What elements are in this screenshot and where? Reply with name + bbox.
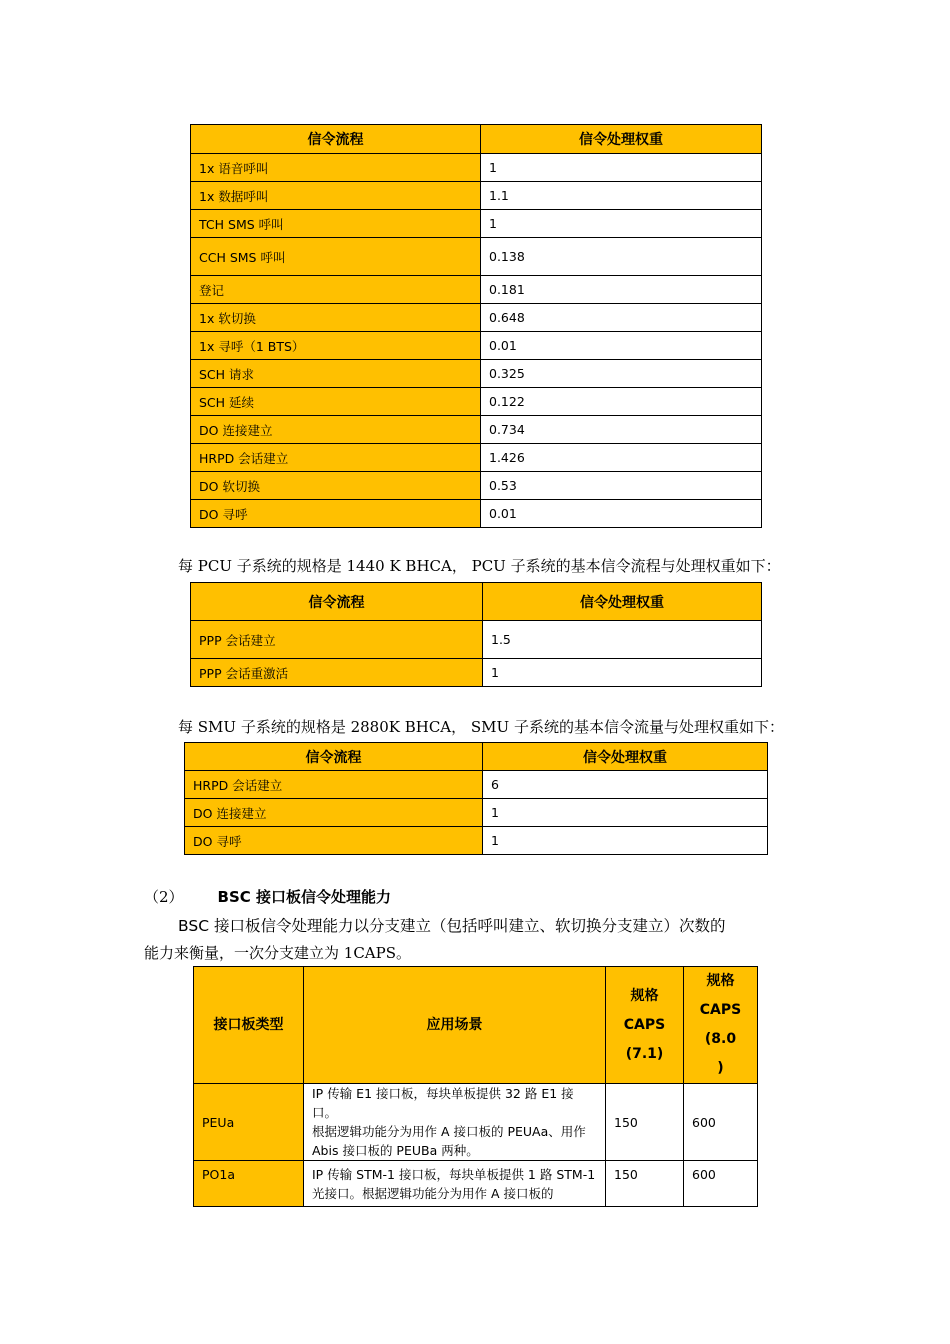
table-row [191, 210, 762, 238]
flow-cell: 1x 语音呼叫 [191, 154, 481, 182]
table-row [191, 332, 762, 360]
caps-8-0-cell: 600 [684, 1084, 758, 1161]
table-row [191, 500, 762, 528]
flow-cell: SCH 延续 [191, 388, 481, 416]
weight-cell: 1 [483, 659, 762, 687]
table-row [191, 276, 762, 304]
table-row [191, 388, 762, 416]
section-number: （2） [144, 888, 184, 906]
weight-cell: 0.325 [481, 360, 762, 388]
section-body-line-2: 能力来衡量，一次分支建立为 1CAPS。 [144, 944, 411, 962]
flow-cell: DO 软切换 [191, 472, 481, 500]
table-row [191, 182, 762, 210]
header-signaling-flow: 信令流程 [185, 743, 483, 771]
board-type-cell: PEUa [194, 1084, 304, 1161]
header-board-type: 接口板类型 [194, 967, 304, 1084]
weight-cell: 0.01 [481, 332, 762, 360]
scenario-line: 光接口。根据逻辑功能分为用作 A 接口板的 [312, 1186, 554, 1201]
caps-8-0-cell: 600 [684, 1161, 758, 1207]
flow-cell: 1x 软切换 [191, 304, 481, 332]
header-signaling-flow: 信令流程 [191, 583, 483, 621]
pcu-spec-paragraph: 每 PCU 子系统的规格是 1440 K BHCA， PCU 子系统的基本信令流程与处理权重如下： [178, 557, 781, 575]
table-row [191, 621, 762, 659]
section-heading [144, 886, 391, 907]
section-title: BSC 接口板信令处理能力 [217, 888, 392, 906]
table-row [194, 1161, 758, 1207]
flow-cell: DO 连接建立 [185, 799, 483, 827]
table-row [191, 238, 762, 276]
weight-cell: 0.53 [481, 472, 762, 500]
flow-cell: DO 寻呼 [185, 827, 483, 855]
scenario-cell [304, 1161, 606, 1207]
table-row [191, 659, 762, 687]
scenario-cell [304, 1084, 606, 1161]
section-body-line-1: BSC 接口板信令处理能力以分支建立（包括呼叫建立、软切换分支建立）次数的 [178, 917, 726, 935]
flow-cell: CCH SMS 呼叫 [191, 238, 481, 276]
weight-cell: 1 [483, 799, 768, 827]
flow-cell: DO 寻呼 [191, 500, 481, 528]
flow-cell: PPP 会话重激活 [191, 659, 483, 687]
table-row [191, 416, 762, 444]
flow-cell: 1x 寻呼（1 BTS） [191, 332, 481, 360]
signaling-weight-table-3 [184, 742, 768, 855]
header-caps-8-0 [684, 967, 758, 1084]
table-row [185, 827, 768, 855]
flow-cell: HRPD 会话建立 [185, 771, 483, 799]
scenario-line: 根据逻辑功能分为用作 A 接口板的 PEUAa、用作 [312, 1124, 586, 1139]
flow-cell: 1x 数据呼叫 [191, 182, 481, 210]
header-processing-weight: 信令处理权重 [483, 743, 768, 771]
table-row [191, 304, 762, 332]
weight-cell: 1 [481, 154, 762, 182]
scenario-line: IP 传输 STM-1 接口板，每块单板提供 1 路 STM-1 [312, 1167, 596, 1182]
caps-7-1-cell: 150 [606, 1084, 684, 1161]
header-line: ) [717, 1060, 724, 1076]
header-application-scenario: 应用场景 [304, 967, 606, 1084]
interface-board-caps-table [193, 966, 758, 1207]
board-type-cell: PO1a [194, 1161, 304, 1207]
flow-cell: SCH 请求 [191, 360, 481, 388]
header-signaling-flow: 信令流程 [191, 125, 481, 154]
weight-cell: 6 [483, 771, 768, 799]
header-line: (7.1) [625, 1045, 664, 1062]
flow-cell: TCH SMS 呼叫 [191, 210, 481, 238]
header-line: 规格 [706, 973, 735, 989]
scenario-line: IP 传输 E1 接口板，每块单板提供 32 路 E1 接口。 [312, 1086, 574, 1120]
header-line: (8.0 [704, 1031, 737, 1047]
table-row [191, 360, 762, 388]
table-row [185, 799, 768, 827]
weight-cell: 1.1 [481, 182, 762, 210]
weight-cell: 0.01 [481, 500, 762, 528]
header-processing-weight: 信令处理权重 [481, 125, 762, 154]
weight-cell: 1.426 [481, 444, 762, 472]
weight-cell: 0.648 [481, 304, 762, 332]
table-row [185, 771, 768, 799]
scenario-line: Abis 接口板的 PEUBa 两种。 [312, 1143, 479, 1158]
weight-cell: 0.122 [481, 388, 762, 416]
signaling-weight-table-2 [190, 582, 762, 687]
table-row [191, 154, 762, 182]
flow-cell: HRPD 会话建立 [191, 444, 481, 472]
flow-cell: DO 连接建立 [191, 416, 481, 444]
caps-7-1-cell: 150 [606, 1161, 684, 1207]
weight-cell: 0.138 [481, 238, 762, 276]
weight-cell: 1 [481, 210, 762, 238]
header-line: CAPS [623, 1016, 666, 1033]
header-processing-weight: 信令处理权重 [483, 583, 762, 621]
weight-cell: 0.734 [481, 416, 762, 444]
table-row [194, 1084, 758, 1161]
header-line: CAPS [699, 1002, 742, 1018]
flow-cell: 登记 [191, 276, 481, 304]
table-row [191, 444, 762, 472]
header-line: 规格 [630, 987, 659, 1004]
signaling-weight-table-1 [190, 124, 762, 528]
smu-spec-paragraph: 每 SMU 子系统的规格是 2880K BHCA， SMU 子系统的基本信令流量与处理权重如下： [178, 718, 784, 736]
weight-cell: 0.181 [481, 276, 762, 304]
table-row [191, 472, 762, 500]
weight-cell: 1.5 [483, 621, 762, 659]
flow-cell: PPP 会话建立 [191, 621, 483, 659]
header-caps-7-1 [606, 967, 684, 1084]
weight-cell: 1 [483, 827, 768, 855]
